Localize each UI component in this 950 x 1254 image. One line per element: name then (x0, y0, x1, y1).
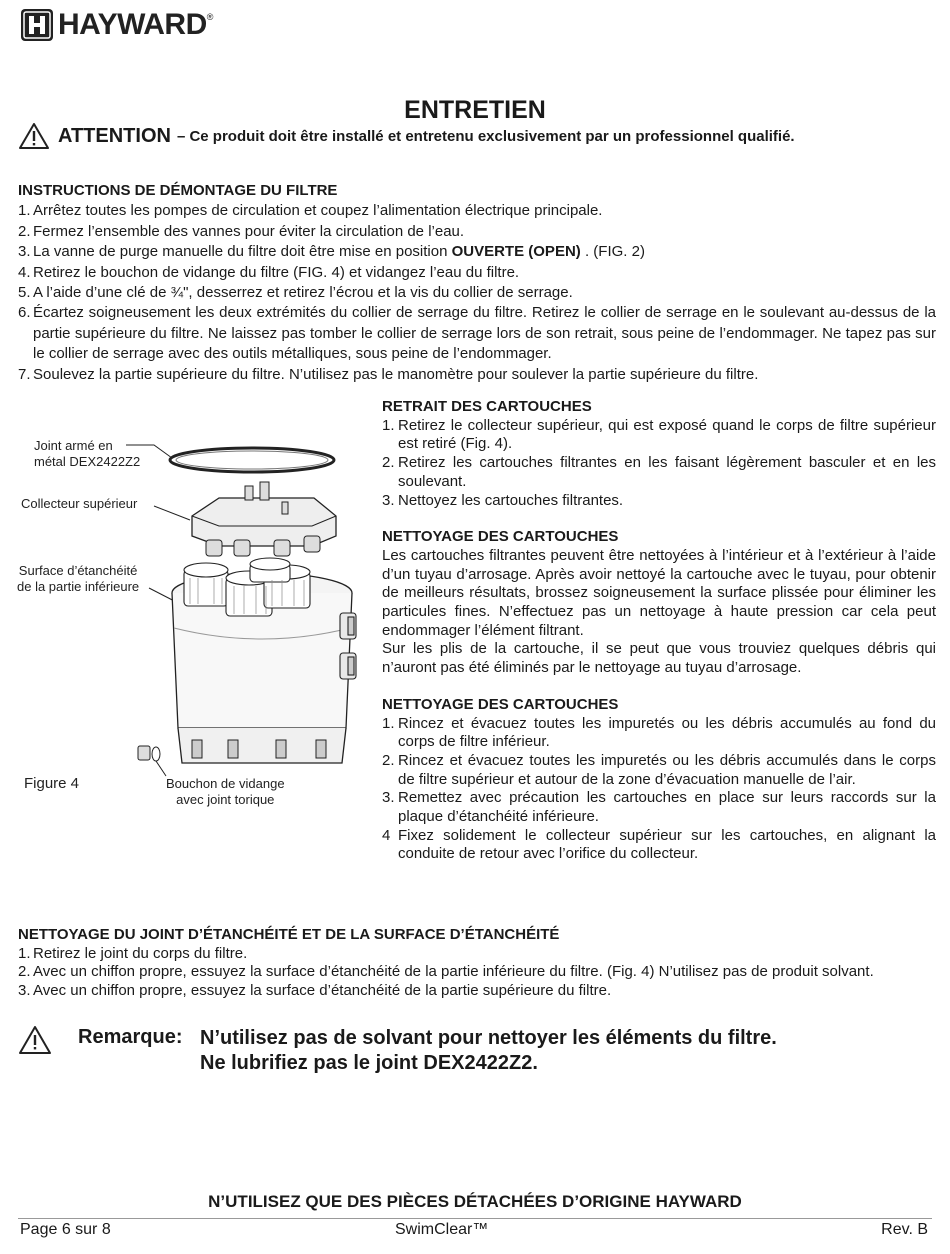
page-number: Page 6 sur 8 (20, 1221, 111, 1238)
removal-steps (382, 417, 936, 511)
cleaning-steps-section (382, 696, 936, 864)
figure-4-filter-diagram (14, 428, 376, 818)
list-item: 4. Retirez le bouchon de vidange du filtre (FIG. 4) et vidangez l’eau du filtre. (18, 263, 520, 281)
list-item: 2. Rincez et évacuez toutes les impuretés ou les débris accumulés dans le corps de filtre supérieur et autour de la zone d’évacuation manuelle de l’air. (382, 751, 936, 788)
list-item: 3. La vanne de purge manuelle du filtre doit être mise en position OUVERTE (OPEN) . (FIG. 2) (18, 243, 645, 261)
list-item: 6. Écartez soigneusement les deux extrémités du collier de serrage du filtre. Retirez le collier de serrage en le soulevant au-dessus de la partie supérieure du filtre. Ne laissez pas tomber le collier de serrage lors de son retrait, sous peine de l’endommager. Ne tapez pas sur le collier de serrage avec des outils métalliques, sous peine de l’endommager. (18, 304, 936, 363)
list-item: 2. Fermez l’ensemble des vannes pour éviter la circulation de l’eau. (18, 222, 465, 240)
manifold-label: Collecteur supérieur (21, 496, 138, 511)
list-item: 4 Fixez solidement le collecteur supérieur sur les cartouches, en alignant la conduite de retour avec l’orifice du collecteur. (382, 826, 936, 863)
drain-plug-label: Bouchon de vidange avec joint torique (166, 776, 285, 807)
right-column (382, 398, 936, 882)
seal-cleaning-section (18, 926, 936, 1000)
brand-name: HAYWARD (58, 8, 207, 41)
list-item: 1. Rincez et évacuez toutes les impuretés ou les débris accumulés au fond du corps de filtre inférieur. (382, 714, 936, 751)
list-item: 1. Arrêtez toutes les pompes de circulation et coupez l’alimentation électrique principale. (18, 202, 603, 220)
list-item: 3. Avec un chiffon propre, essuyez la surface d’étanchéité de la partie supérieure du filtre. (18, 981, 612, 999)
filter-exploded-view-illustration (14, 428, 376, 818)
list-item: 2. Retirez les cartouches filtrantes en les faisant légèrement basculer et en les soulevant. (382, 454, 936, 490)
figure-caption: Figure 4 (24, 775, 80, 792)
product-name: SwimClear™ (395, 1221, 489, 1238)
attention-banner (18, 122, 795, 150)
hayward-logo (20, 8, 213, 42)
removal-heading: RETRAIT DES CARTOUCHES (382, 398, 592, 415)
genuine-parts-warning: N’UTILISEZ QUE DES PIÈCES DÉTACHÉES D’ORIGINE HAYWARD (208, 1192, 742, 1211)
cleaning2-heading: NETTOYAGE DES CARTOUCHES (382, 695, 619, 713)
hayward-h-icon (20, 8, 54, 42)
seal-steps (18, 945, 936, 1001)
disassembly-heading: INSTRUCTIONS DE DÉMONTAGE DU FILTRE (18, 182, 338, 199)
cleaning-paragraph-2: Sur les plis de la cartouche, il se peut que vous trouviez quelques débris qui n’auront pas été éliminés par le nettoyage au tuyau d’arrosage. (382, 640, 936, 677)
seal-heading: NETTOYAGE DU JOINT D’ÉTANCHÉITÉ ET DE LA SURFACE D’ÉTANCHÉITÉ (18, 926, 560, 943)
registered-mark: ® (206, 12, 214, 22)
warning-triangle-icon (18, 122, 50, 150)
list-item: 3. Nettoyez les cartouches filtrantes. (382, 491, 624, 509)
disassembly-section (18, 181, 936, 385)
footer-divider (18, 1218, 932, 1219)
gasket-label: Joint armé en métal DEX2422Z2 (34, 438, 141, 469)
revision: Rev. B (881, 1221, 928, 1238)
cleaning2-steps (382, 715, 936, 865)
list-item: 5. A l’aide d’une clé de ¾", desserrez et retirez l’écrou et la vis du collier de serrage. (18, 284, 573, 302)
list-item: 1. Retirez le collecteur supérieur, qui est exposé quand le corps de filtre supérieur est retiré (Fig. 4). (382, 416, 936, 453)
attention-word: ATTENTION (58, 124, 171, 147)
removal-section (382, 398, 936, 510)
page-title: ENTRETIEN (404, 96, 546, 124)
remark-text: N’utilisez pas de solvant pour nettoyer les éléments du filtre. Ne lubrifiez pas le joint DEX2422Z2. (200, 1027, 777, 1074)
list-item: 7. Soulevez la partie supérieure du filtre. N’utilisez pas le manomètre pour soulever la partie supérieure du filtre. (18, 365, 759, 383)
cleaning-paragraph-1: Les cartouches filtrantes peuvent être nettoyées à l’intérieur et à l’extérieur à l’aide d’un tuyau d’arrosage. Après avoir nettoyé la cartouche avec le tuyau, pour obtenir de meilleurs résultats, brossez soigneusement la surface plissée pour éliminer les particules fines. N’effectuez pas un nettoyage à haute pression car cela peut endommager l’élément filtrant. (382, 546, 936, 639)
list-item: 3. Remettez avec précaution les cartouches en place sur leurs raccords sur la plaque d’étanchéité inférieure. (382, 789, 936, 826)
attention-text: – Ce produit doit être installé et entretenu exclusivement par un professionnel qualifié. (176, 127, 795, 145)
remark-label: Remarque: (78, 1026, 183, 1048)
seal-surface-label: Surface d’étanchéité de la partie inférieure (17, 563, 140, 594)
warning-triangle-icon (18, 1025, 52, 1055)
cleaning-heading: NETTOYAGE DES CARTOUCHES (382, 528, 619, 546)
disassembly-steps (18, 201, 936, 385)
cleaning-section (382, 528, 936, 678)
list-item: 1. Retirez le joint du corps du filtre. (18, 944, 248, 962)
list-item: 2. Avec un chiffon propre, essuyez la surface d’étanchéité de la partie inférieure du filtre. (Fig. 4) N’utilisez pas de produit solvant. (18, 963, 874, 980)
